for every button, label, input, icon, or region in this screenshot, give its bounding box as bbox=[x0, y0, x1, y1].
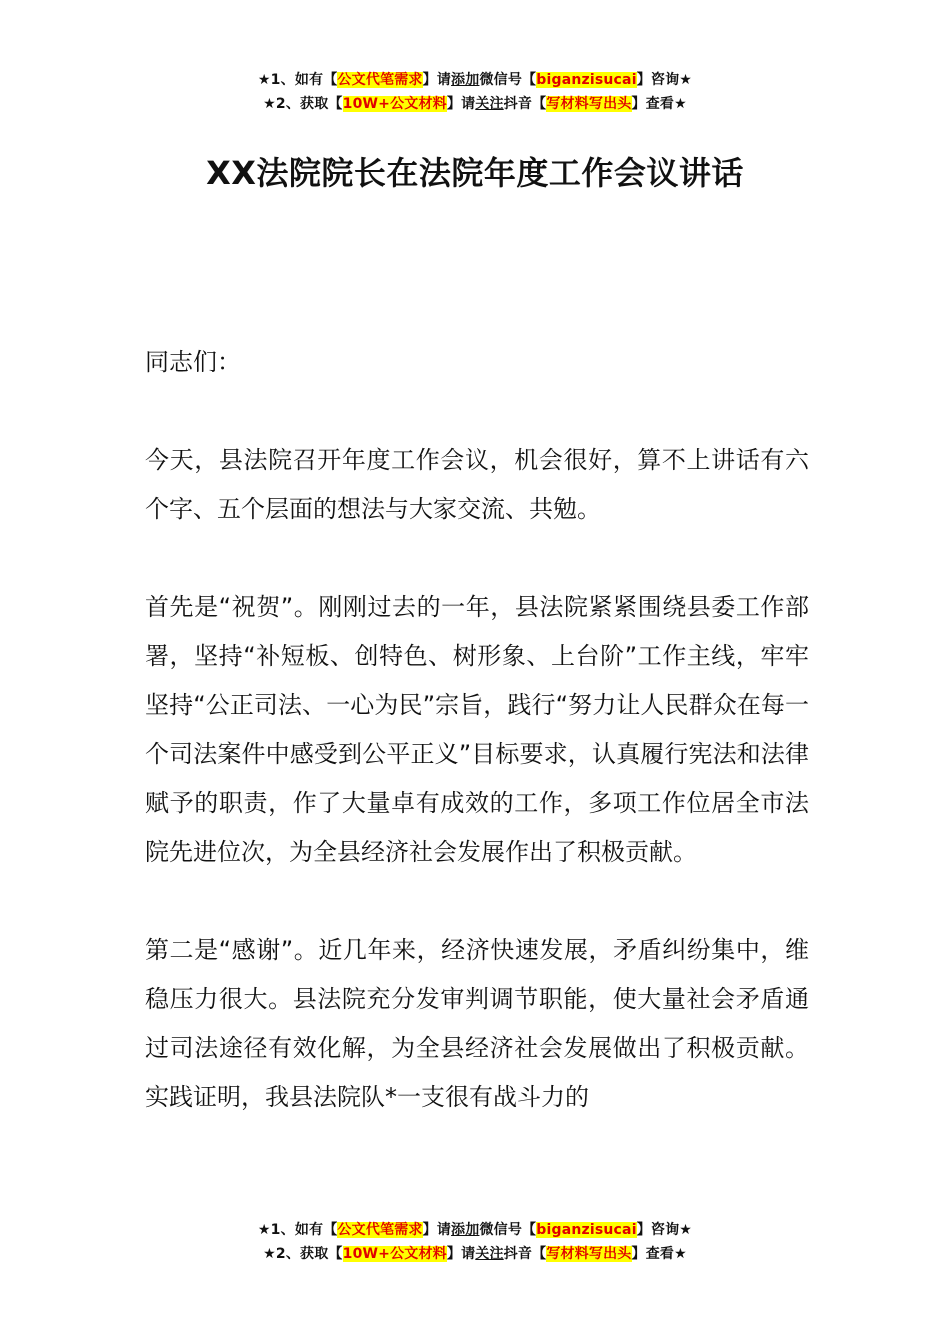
follow-underlined: 关注 bbox=[475, 96, 504, 112]
add-underlined: 添加 bbox=[451, 72, 480, 88]
douyin-id-highlight: 写材料写出头 bbox=[546, 1246, 632, 1262]
document-title: XX法院院长在法院年度工作会议讲话 bbox=[206, 154, 744, 192]
header-banner bbox=[0, 68, 950, 116]
wechat-id-highlight: biganzisucai bbox=[536, 72, 637, 88]
salutation: 同志们： bbox=[145, 348, 241, 376]
footer-banner bbox=[0, 1218, 950, 1266]
add-underlined: 添加 bbox=[451, 1222, 480, 1238]
wechat-id-highlight: biganzisucai bbox=[536, 1222, 637, 1238]
banner-line-2: ★2、获取【10W+公文材料】请关注抖音【写材料写出头】查看★ bbox=[263, 96, 687, 112]
materials-highlight: 10W+公文材料 bbox=[342, 1246, 447, 1262]
document-body bbox=[145, 338, 809, 1122]
paragraph-intro: 今天，县法院召开年度工作会议，机会很好，算不上讲话有六个字、五个层面的想法与大家交流、共勉。 bbox=[145, 446, 809, 523]
paragraph-thanks: 第二是“感谢”。近几年来，经济快速发展，矛盾纠纷集中，维稳压力很大。县法院充分发审判调节职能，使大量社会矛盾通过司法途径有效化解，为全县经济社会发展做出了积极贡献。实践证明，我县法院队*一支很有战斗力的 bbox=[145, 936, 809, 1111]
banner-line-1: ★1、如有【公文代笔需求】请添加微信号【biganzisucai】咨询★ bbox=[257, 72, 693, 88]
materials-highlight: 10W+公文材料 bbox=[342, 96, 447, 112]
douyin-id-highlight: 写材料写出头 bbox=[546, 96, 632, 112]
ghostwriting-highlight: 公文代笔需求 bbox=[337, 72, 423, 88]
ghostwriting-highlight: 公文代笔需求 bbox=[337, 1222, 423, 1238]
follow-underlined: 关注 bbox=[475, 1246, 504, 1262]
paragraph-congratulations: 首先是“祝贺”。刚刚过去的一年，县法院紧紧围绕县委工作部署，坚持“补短板、创特色、树形象、上台阶”工作主线，牢牢坚持“公正司法、一心为民”宗旨，践行“努力让人民群众在每一个司法案件中感受到公平正义”目标要求，认真履行宪法和法律赋予的职责，作了大量卓有成效的工作，多项工作位居全市法院先进位次，为全县经济社会发展作出了积极贡献。 bbox=[145, 593, 809, 866]
banner-line-2: ★2、获取【10W+公文材料】请关注抖音【写材料写出头】查看★ bbox=[263, 1246, 687, 1262]
banner-line-1: ★1、如有【公文代笔需求】请添加微信号【biganzisucai】咨询★ bbox=[257, 1222, 693, 1238]
